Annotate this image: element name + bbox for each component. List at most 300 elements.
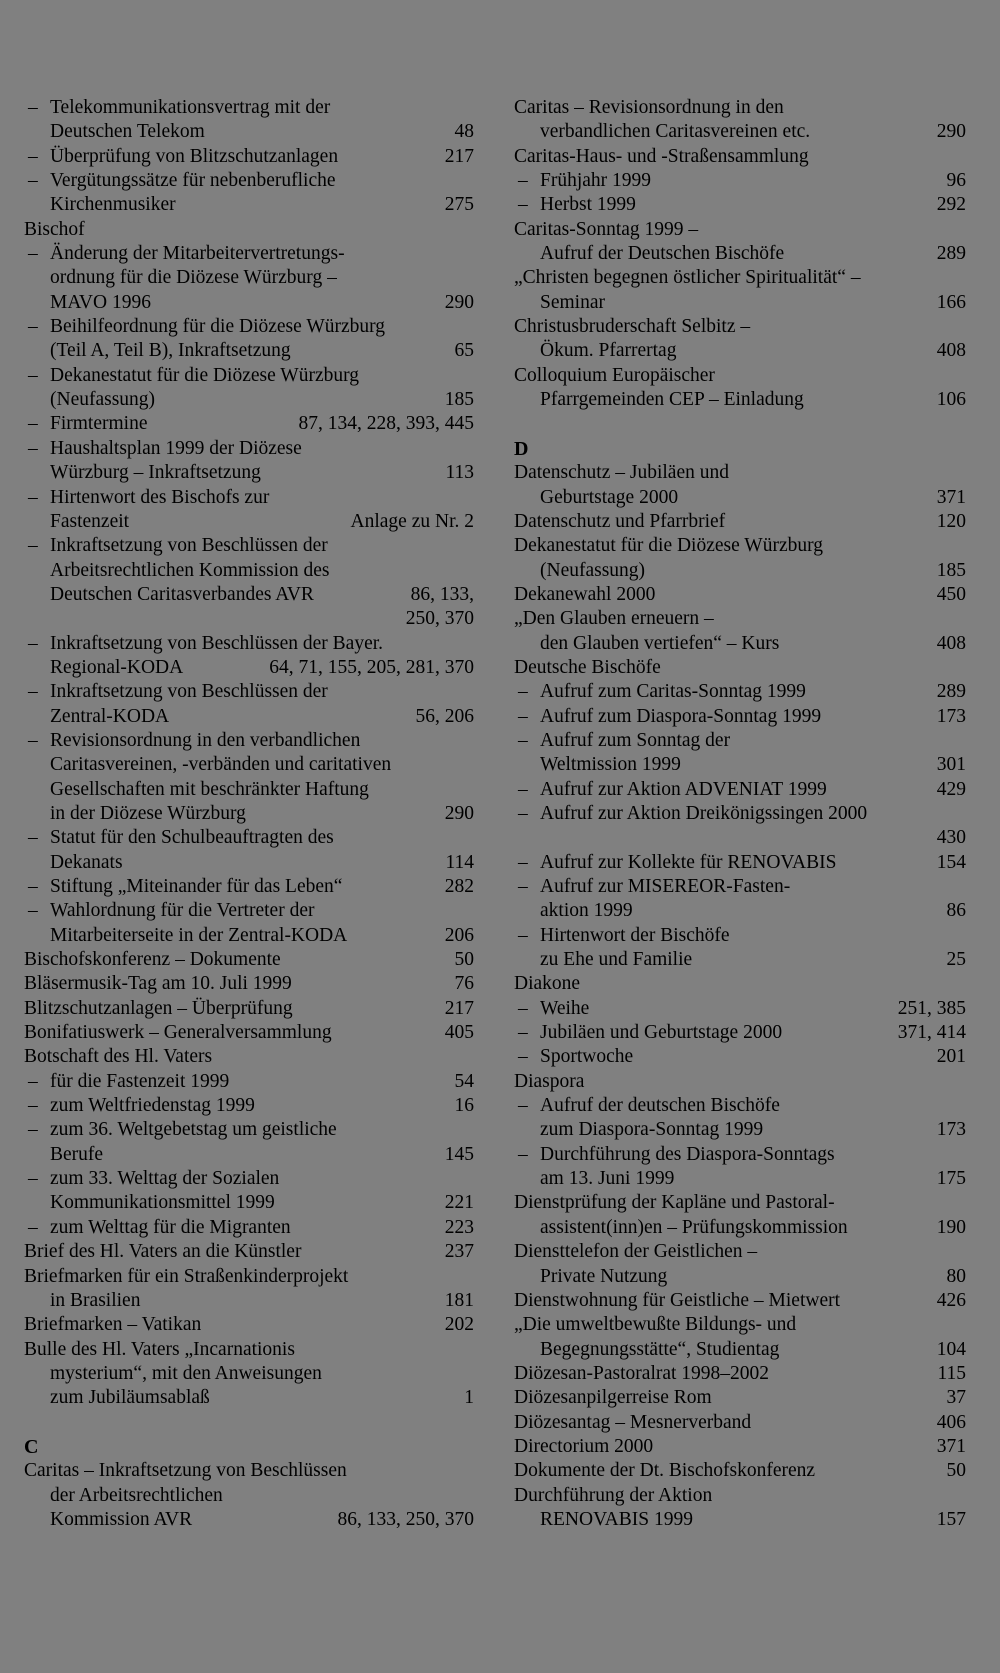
index-page-reference: 1	[464, 1387, 474, 1409]
index-column-left	[24, 96, 474, 1532]
index-entry-text: assistent(inn)en – Prüfungskommission	[540, 1216, 848, 1238]
index-entry-line	[24, 1191, 474, 1215]
index-entry-line	[514, 1289, 966, 1313]
index-entry-line	[24, 1459, 474, 1483]
index-entry-text: Hirtenwort des Bischofs zur	[50, 486, 270, 508]
subentry-dash: –	[28, 632, 38, 654]
index-entry-text: Haushaltsplan 1999 der Diözese	[50, 437, 302, 459]
index-page-reference: 371, 414	[897, 1022, 966, 1044]
index-entry-text: zum Weltfriedenstag 1999	[50, 1095, 255, 1117]
index-page-reference: 290	[936, 121, 966, 143]
index-entry-text: Telekommunikationsvertrag mit der	[50, 97, 331, 118]
index-entry-text: der Arbeitsrechtlichen	[50, 1484, 223, 1506]
subentry-dash: –	[518, 802, 528, 824]
index-page-reference: 56, 206	[415, 705, 474, 727]
index-entry-line	[514, 510, 966, 534]
index-entry-line	[24, 1070, 474, 1094]
index-page-reference: 371	[936, 1435, 966, 1457]
index-page-reference: 250, 370	[405, 608, 474, 630]
index-entry-line	[24, 120, 474, 144]
index-entry-line	[514, 364, 966, 388]
index-entry-text: Dekanestatut für die Diözese Würzburg	[50, 364, 360, 386]
index-entry-line	[514, 1265, 966, 1289]
index-entry-text: Kirchenmusiker	[50, 194, 176, 216]
index-entry-text: Aufruf zur Aktion Dreikönigssingen 2000	[540, 802, 868, 824]
index-page-reference: 290	[444, 802, 474, 824]
index-entry-text: Aufruf zur Aktion ADVENIAT 1999	[540, 778, 827, 800]
index-page-reference: 154	[936, 851, 966, 873]
index-entry-text: Bulle des Hl. Vaters „Incarnationis	[24, 1338, 295, 1360]
index-entry-text: Diakone	[514, 973, 581, 995]
index-entry-line	[24, 1240, 474, 1264]
index-page-reference: 206	[444, 924, 474, 946]
index-page-reference: Anlage zu Nr. 2	[350, 510, 474, 532]
index-entry-text: verbandlichen Caritasvereinen etc.	[540, 121, 811, 143]
index-page-reference: 76	[454, 973, 474, 995]
index-page-reference: 217	[444, 997, 474, 1019]
index-entry-text: Colloquium Europäischer	[514, 364, 715, 386]
subentry-dash: –	[518, 876, 528, 897]
index-entry-line	[514, 1313, 966, 1337]
index-page-reference: 86, 133, 250, 370	[337, 1508, 474, 1530]
index-page-reference: 251, 385	[897, 997, 966, 1019]
index-page-reference: 190	[936, 1216, 966, 1238]
index-entry-text: Kommission AVR	[50, 1508, 193, 1530]
index-entry-text: Dekanewahl 2000	[514, 583, 656, 605]
index-entry-line	[514, 388, 966, 412]
index-entry-text: zum Welttag für die Migranten	[50, 1216, 291, 1238]
index-page-reference: 290	[444, 291, 474, 313]
index-page-reference: 217	[444, 145, 474, 167]
index-entry-line	[24, 1265, 474, 1289]
index-page-reference: 64, 71, 155, 205, 281, 370	[269, 656, 474, 678]
index-section-letter	[514, 437, 966, 461]
index-entry-text: Vergütungssätze für nebenberufliche	[50, 170, 336, 192]
index-entry-text: Wahlordnung für die Vertreter der	[50, 900, 315, 922]
index-entry-line	[514, 193, 966, 217]
index-entry-text: Herbst 1999	[540, 194, 636, 216]
index-page-reference: 106	[936, 389, 966, 411]
index-entry-line	[514, 583, 966, 607]
index-entry-text: Dienstprüfung der Kapläne und Pastoral-	[514, 1192, 835, 1214]
index-entry-line	[24, 145, 474, 169]
index-page-reference: 201	[936, 1046, 966, 1068]
index-entry-line	[514, 1411, 966, 1435]
index-entry-text: Brief des Hl. Vaters an die Künstler	[24, 1241, 302, 1263]
index-entry-text: in der Diözese Würzburg	[50, 802, 246, 824]
index-entry-line	[24, 96, 474, 120]
index-entry-line	[24, 1386, 474, 1410]
index-entry-text: Fastenzeit	[50, 510, 130, 532]
index-page-reference: 202	[444, 1314, 474, 1336]
index-entry-text: aktion 1999	[540, 900, 633, 922]
index-entry-line	[514, 1240, 966, 1264]
index-entry-line	[24, 218, 474, 242]
index-entry-text: Bläsermusik-Tag am 10. Juli 1999	[24, 973, 292, 995]
index-entry-text: Aufruf zur Kollekte für RENOVABIS	[540, 851, 837, 873]
index-entry-line	[514, 948, 966, 972]
index-entry-line	[24, 1313, 474, 1337]
index-entry-line	[514, 315, 966, 339]
index-entry-text: Datenschutz – Jubiläen und	[514, 462, 729, 484]
index-entry-text: Aufruf der Deutschen Bischöfe	[540, 243, 785, 265]
index-entry-line	[24, 899, 474, 923]
index-entry-text: Caritasvereinen, -verbänden und caritativen	[50, 754, 392, 776]
index-entry-text: Kommunikationsmittel 1999	[50, 1192, 275, 1214]
subentry-dash: –	[518, 778, 528, 800]
index-entry-line	[514, 632, 966, 656]
subentry-dash: –	[28, 243, 38, 265]
subentry-dash: –	[518, 1095, 528, 1117]
index-entry-text: Deutschen Caritasverbandes AVR	[50, 583, 314, 605]
index-page-reference: 181	[444, 1289, 474, 1311]
index-entry-text: mysterium“, mit den Anweisungen	[50, 1362, 322, 1384]
subentry-dash: –	[28, 681, 38, 703]
index-entry-text: RENOVABIS 1999	[540, 1508, 693, 1530]
index-entry-text: „Den Glauben erneuern –	[514, 608, 714, 630]
index-entry-text: Dokumente der Dt. Bischofskonferenz	[514, 1460, 816, 1482]
index-entry-line	[514, 96, 966, 120]
index-page-reference: 87, 134, 228, 393, 445	[298, 413, 474, 435]
index-entry-text: Dienstwohnung für Geistliche – Mietwert	[514, 1289, 841, 1311]
index-entry-text: Pfarrgemeinden CEP – Einladung	[540, 389, 804, 411]
index-page-reference: 104	[936, 1338, 966, 1360]
subentry-dash: –	[28, 1168, 38, 1190]
index-entry-line	[514, 826, 966, 850]
index-entry-text: Stiftung „Miteinander für das Leben“	[50, 876, 343, 897]
index-page-reference: 50	[454, 949, 474, 971]
index-page-reference: 166	[936, 291, 966, 313]
index-page-reference: 406	[936, 1411, 966, 1433]
index-entry-text: den Glauben vertiefen“ – Kurs	[540, 632, 780, 654]
index-entry-text: Arbeitsrechtlichen Kommission des	[50, 559, 330, 581]
index-entry-text: Caritas – Revisionsordnung in den	[514, 97, 784, 118]
index-entry-text: Aufruf zum Sonntag der	[540, 729, 731, 751]
index-entry-line	[514, 1118, 966, 1142]
subentry-dash: –	[28, 1216, 38, 1238]
index-column-right	[514, 96, 966, 1532]
index-page-reference: 185	[936, 559, 966, 581]
index-page-reference: 115	[937, 1362, 966, 1384]
index-section-letter	[24, 1435, 474, 1459]
subentry-dash: –	[518, 924, 528, 946]
index-entry-text: für die Fastenzeit 1999	[50, 1070, 230, 1092]
index-entry-line	[24, 705, 474, 729]
index-entry-line	[24, 607, 474, 631]
subentry-dash: –	[28, 364, 38, 386]
index-page-reference: 223	[444, 1216, 474, 1238]
subentry-dash: –	[518, 194, 528, 216]
subentry-dash: –	[28, 1070, 38, 1092]
index-entry-line	[514, 339, 966, 363]
index-entry-text: Inkraftsetzung von Beschlüssen der Bayer.	[50, 632, 384, 654]
index-entry-line	[514, 851, 966, 875]
index-entry-line	[24, 1338, 474, 1362]
index-page-reference: 173	[936, 1119, 966, 1141]
index-entry-text: Änderung der Mitarbeitervertretungs-	[50, 243, 345, 265]
index-entry-line	[514, 1484, 966, 1508]
subentry-dash: –	[518, 1046, 528, 1068]
index-entry-text: ordnung für die Diözese Würzburg –	[50, 267, 337, 289]
subentry-dash: –	[28, 413, 38, 435]
index-page-reference: 86	[946, 900, 966, 922]
index-entry-text: Inkraftsetzung von Beschlüssen der	[50, 535, 328, 557]
index-page-reference: 408	[936, 340, 966, 362]
index-entry-text: zu Ehe und Familie	[540, 949, 693, 971]
index-entry-line	[514, 778, 966, 802]
index-entry-line	[24, 753, 474, 777]
subentry-dash: –	[28, 145, 38, 167]
index-entry-line	[24, 169, 474, 193]
index-entry-text: „Die umweltbewußte Bildungs- und	[514, 1314, 797, 1336]
index-entry-line	[514, 656, 966, 680]
index-entry-line	[514, 680, 966, 704]
index-entry-text: Diözesanpilgerreise Rom	[514, 1387, 712, 1409]
index-entry-line	[514, 412, 966, 436]
index-entry-text: Regional-KODA	[50, 656, 184, 678]
index-entry-text: zum Diaspora-Sonntag 1999	[540, 1119, 764, 1141]
index-entry-line	[24, 193, 474, 217]
index-entry-text: D	[514, 437, 529, 460]
index-page-reference: 145	[444, 1143, 474, 1165]
index-page-reference: 221	[444, 1192, 474, 1214]
index-entry-line	[24, 486, 474, 510]
index-entry-text: Directorium 2000	[514, 1435, 654, 1457]
subentry-dash: –	[28, 1119, 38, 1141]
subentry-dash: –	[518, 1143, 528, 1165]
index-entry-line	[514, 607, 966, 631]
index-page-reference: 185	[444, 389, 474, 411]
index-entry-text: C	[24, 1435, 39, 1458]
index-entry-line	[24, 339, 474, 363]
index-page-reference: 157	[936, 1508, 966, 1530]
index-entry-text: Dekanestatut für die Diözese Würzburg	[514, 535, 824, 557]
index-entry-text: Dekanats	[50, 851, 123, 873]
subentry-dash: –	[518, 681, 528, 703]
index-page-reference: 113	[445, 462, 474, 484]
index-page-reference: 426	[936, 1289, 966, 1311]
index-page-reference: 237	[444, 1241, 474, 1263]
index-entry-text: Hirtenwort der Bischöfe	[540, 924, 730, 946]
index-entry-line	[24, 778, 474, 802]
subentry-dash: –	[518, 705, 528, 727]
subentry-dash: –	[28, 437, 38, 459]
index-entry-text: Durchführung der Aktion	[514, 1484, 713, 1506]
index-entry-text: Gesellschaften mit beschränkter Haftung	[50, 778, 369, 800]
subentry-dash: –	[518, 851, 528, 873]
index-entry-line	[24, 851, 474, 875]
index-entry-line	[514, 753, 966, 777]
index-entry-text: Datenschutz und Pfarrbrief	[514, 510, 726, 532]
index-page-reference: 48	[454, 121, 474, 143]
index-page-reference: 371	[936, 486, 966, 508]
index-entry-text: Christusbruderschaft Selbitz –	[514, 316, 751, 338]
index-entry-text: Statut für den Schulbeauftragten des	[50, 827, 334, 849]
index-page-reference: 450	[936, 583, 966, 605]
index-entry-text: Mitarbeiterseite in der Zentral-KODA	[50, 924, 348, 946]
index-entry-text: am 13. Juni 1999	[540, 1168, 675, 1190]
index-entry-line	[24, 632, 474, 656]
index-entry-line	[24, 437, 474, 461]
index-entry-line	[514, 899, 966, 923]
index-entry-line	[24, 948, 474, 972]
index-entry-line	[514, 242, 966, 266]
index-page-reference: 301	[936, 754, 966, 776]
index-entry-line	[514, 1143, 966, 1167]
index-page-reference: 429	[936, 778, 966, 800]
index-entry-text: Diözesan-Pastoralrat 1998–2002	[514, 1362, 770, 1384]
subentry-dash: –	[28, 900, 38, 922]
index-entry-line	[24, 802, 474, 826]
index-entry-text: Deutsche Bischöfe	[514, 656, 661, 678]
index-entry-line	[24, 924, 474, 948]
subentry-dash: –	[518, 997, 528, 1019]
index-entry-line	[24, 1021, 474, 1045]
subentry-dash: –	[28, 729, 38, 751]
index-page-reference: 289	[936, 243, 966, 265]
index-entry-line	[24, 997, 474, 1021]
index-entry-text: Briefmarken für ein Straßenkinderprojekt	[24, 1265, 349, 1287]
index-entry-text: in Brasilien	[50, 1289, 141, 1311]
index-entry-line	[514, 1216, 966, 1240]
subentry-dash: –	[28, 486, 38, 508]
index-entry-line	[24, 1118, 474, 1142]
index-entry-text: Diensttelefon der Geistlichen –	[514, 1241, 758, 1263]
index-entry-text: Seminar	[540, 291, 605, 313]
index-entry-line	[24, 242, 474, 266]
index-entry-text: Durchführung des Diaspora-Sonntags	[540, 1143, 835, 1165]
index-entry-text: Geburtstage 2000	[540, 486, 679, 508]
index-entry-text: Begegnungsstätte“, Studientag	[540, 1338, 780, 1360]
subentry-dash: –	[28, 1095, 38, 1117]
index-entry-line	[514, 169, 966, 193]
index-entry-text: Revisionsordnung in den verbandlichen	[50, 729, 361, 751]
index-entry-text: Sportwoche	[540, 1046, 634, 1068]
index-page-reference: 282	[444, 876, 474, 897]
index-entry-line	[514, 1167, 966, 1191]
index-entry-text: Bischofskonferenz – Dokumente	[24, 949, 281, 971]
index-entry-line	[24, 729, 474, 753]
index-entry-text: (Teil A, Teil B), Inkraftsetzung	[50, 340, 291, 362]
index-entry-line	[514, 875, 966, 899]
index-entry-text: MAVO 1996	[50, 291, 151, 313]
index-entry-line	[514, 1191, 966, 1215]
index-entry-line	[24, 972, 474, 996]
index-page-reference: 275	[444, 194, 474, 216]
index-entry-text: (Neufassung)	[540, 559, 646, 581]
index-entry-line	[514, 486, 966, 510]
index-entry-text: Überprüfung von Blitzschutzanlagen	[50, 145, 339, 167]
index-entry-line	[514, 1070, 966, 1094]
subentry-dash: –	[28, 535, 38, 557]
index-entry-text: Caritas – Inkraftsetzung von Beschlüssen	[24, 1460, 347, 1482]
index-entry-line	[24, 1216, 474, 1240]
index-entry-text: Caritas-Haus- und -Straßensammlung	[514, 145, 809, 167]
index-entry-text: zum 36. Weltgebetstag um geistliche	[50, 1119, 337, 1141]
index-entry-line	[514, 1459, 966, 1483]
index-entry-text: Inkraftsetzung von Beschlüssen der	[50, 681, 328, 703]
subentry-dash: –	[28, 827, 38, 849]
index-entry-text: Diaspora	[514, 1070, 585, 1092]
index-page-reference: 86, 133,	[410, 583, 474, 605]
index-page-reference: 80	[946, 1265, 966, 1287]
index-entry-line	[24, 875, 474, 899]
index-entry-text: Firmtermine	[50, 413, 148, 435]
index-entry-line	[24, 534, 474, 558]
index-page-reference: 54	[454, 1070, 474, 1092]
index-entry-text: Weihe	[540, 997, 590, 1019]
index-entry-text: zum Jubiläumsablaß	[50, 1387, 210, 1409]
index-entry-text: zum 33. Welttag der Sozialen	[50, 1168, 280, 1190]
index-entry-text: Diözesantag – Mesnerverband	[514, 1411, 752, 1433]
index-page-reference: 25	[946, 949, 966, 971]
index-entry-line	[514, 1435, 966, 1459]
index-entry-line	[24, 559, 474, 583]
index-entry-text: Deutschen Telekom	[50, 121, 205, 143]
index-entry-line	[514, 120, 966, 144]
index-page-reference: 50	[946, 1460, 966, 1482]
index-entry-line	[514, 802, 966, 826]
index-entry-text: Zentral-KODA	[50, 705, 170, 727]
index-page-reference: 37	[946, 1387, 966, 1409]
index-entry-line	[514, 291, 966, 315]
index-entry-line	[24, 1289, 474, 1313]
index-entry-text: Aufruf zum Diaspora-Sonntag 1999	[540, 705, 822, 727]
index-entry-text: Caritas-Sonntag 1999 –	[514, 218, 699, 240]
index-entry-line	[24, 364, 474, 388]
index-entry-line	[24, 315, 474, 339]
subentry-dash: –	[28, 316, 38, 338]
index-entry-line	[24, 388, 474, 412]
index-entry-text: Briefmarken – Vatikan	[24, 1314, 202, 1336]
subentry-dash: –	[28, 170, 38, 192]
index-entry-line	[514, 1338, 966, 1362]
index-entry-line	[24, 1094, 474, 1118]
index-entry-line	[514, 1094, 966, 1118]
index-entry-line	[514, 924, 966, 948]
index-entry-line	[514, 729, 966, 753]
index-entry-text: Jubiläen und Geburtstage 2000	[540, 1022, 783, 1044]
index-page-reference: 173	[936, 705, 966, 727]
index-entry-line	[514, 972, 966, 996]
index-page-reference: 65	[454, 340, 474, 362]
index-entry-text: Frühjahr 1999	[540, 170, 652, 192]
index-entry-line	[514, 266, 966, 290]
subentry-dash: –	[28, 876, 38, 897]
index-entry-text: Aufruf der deutschen Bischöfe	[540, 1095, 780, 1117]
index-entry-line	[24, 1045, 474, 1069]
index-entry-line	[24, 826, 474, 850]
index-entry-line	[24, 1411, 474, 1435]
index-entry-line	[24, 656, 474, 680]
index-entry-text: Ökum. Pfarrertag	[540, 340, 677, 362]
index-page-reference: 292	[936, 194, 966, 216]
index-page-reference: 114	[445, 851, 474, 873]
index-page-reference: 96	[946, 170, 966, 192]
index-entry-text: Weltmission 1999	[540, 754, 681, 776]
index-entry-text: Botschaft des Hl. Vaters	[24, 1046, 213, 1068]
index-entry-line	[24, 291, 474, 315]
index-page-reference: 430	[936, 827, 966, 849]
index-entry-line	[24, 680, 474, 704]
index-entry-line	[514, 145, 966, 169]
index-entry-text: Bonifatiuswerk – Generalversammlung	[24, 1022, 332, 1044]
index-entry-line	[514, 1362, 966, 1386]
index-entry-line	[24, 1362, 474, 1386]
index-entry-text: Blitzschutzanlagen – Überprüfung	[24, 997, 293, 1019]
index-entry-line	[24, 1508, 474, 1532]
index-entry-line	[514, 559, 966, 583]
